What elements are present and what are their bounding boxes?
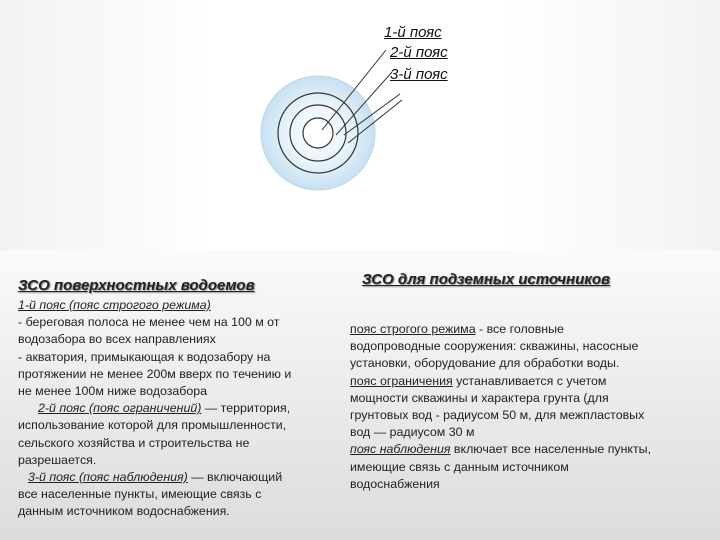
observation-zone-rest: включает все населенные пункты, <box>450 442 652 457</box>
zone1-line: - акватория, примыкающая к водозабору на <box>18 349 271 364</box>
zone-label-1: 1-й пояс <box>384 24 442 41</box>
zone3-line: данным источником водоснабжения. <box>18 504 230 519</box>
surface-water-heading: ЗСО поверхностных водоемов <box>18 277 255 294</box>
limit-zone-title: пояс ограничения <box>350 373 453 388</box>
groundwater-text <box>350 321 695 493</box>
zone1-line: - береговая полоса не менее чем на 100 м от <box>18 315 280 330</box>
zone-label-2: 2-й пояс <box>390 44 448 61</box>
zone1-line: не менее 100м ниже водозабора <box>18 384 208 399</box>
zone1-line: протяжении не менее 200м вверх по течению и <box>18 366 292 381</box>
zones-diagram <box>0 0 720 250</box>
strict-zone-title: пояс строгого режима <box>350 322 476 336</box>
surface-water-text <box>18 297 338 521</box>
limit-zone-line: вод — радиусом 30 м <box>350 425 475 440</box>
observation-zone-line: водоснабжения <box>350 476 440 491</box>
zone2-line: использование которой для промышленности, <box>18 418 287 433</box>
strict-zone-rest: - все головные <box>475 322 564 336</box>
zone2-line: разрешается. <box>18 452 97 467</box>
zone2-title: 2-й пояс (пояс ограничений) <box>38 401 202 416</box>
observation-zone-title: пояс наблюдения <box>350 442 451 457</box>
zone3-title: 3-й пояс (пояс наблюдения) <box>28 470 188 485</box>
zone2-rest: — территория, <box>201 401 291 416</box>
zone-label-3: 3-й пояс <box>390 66 448 83</box>
zone2-line: сельского хозяйства и строительства не <box>18 435 250 450</box>
limit-zone-line: грунтовых вод - радиусом 50 м, для межпластовых <box>350 408 645 423</box>
zone1-title: 1-й пояс (пояс строгого режима) <box>18 298 211 312</box>
groundwater-heading: ЗСО для подземных источников <box>362 271 611 288</box>
limit-zone-line: мощности скважины и характера грунта (для <box>350 390 609 405</box>
observation-zone-line: имеющие связь с данным источником <box>350 459 569 474</box>
limit-zone-rest: устанавливается с учетом <box>452 373 607 388</box>
zone1-line: водозабора во всех направлениях <box>18 332 216 347</box>
zone3-rest: — включающий <box>187 470 283 485</box>
strict-zone-line: установки, оборудование для обработки воды. <box>350 356 620 371</box>
zone3-line: все населенные пункты, имеющие связь с <box>18 487 262 502</box>
strict-zone-line: водопроводные сооружения: скважины, насосные <box>350 339 639 354</box>
